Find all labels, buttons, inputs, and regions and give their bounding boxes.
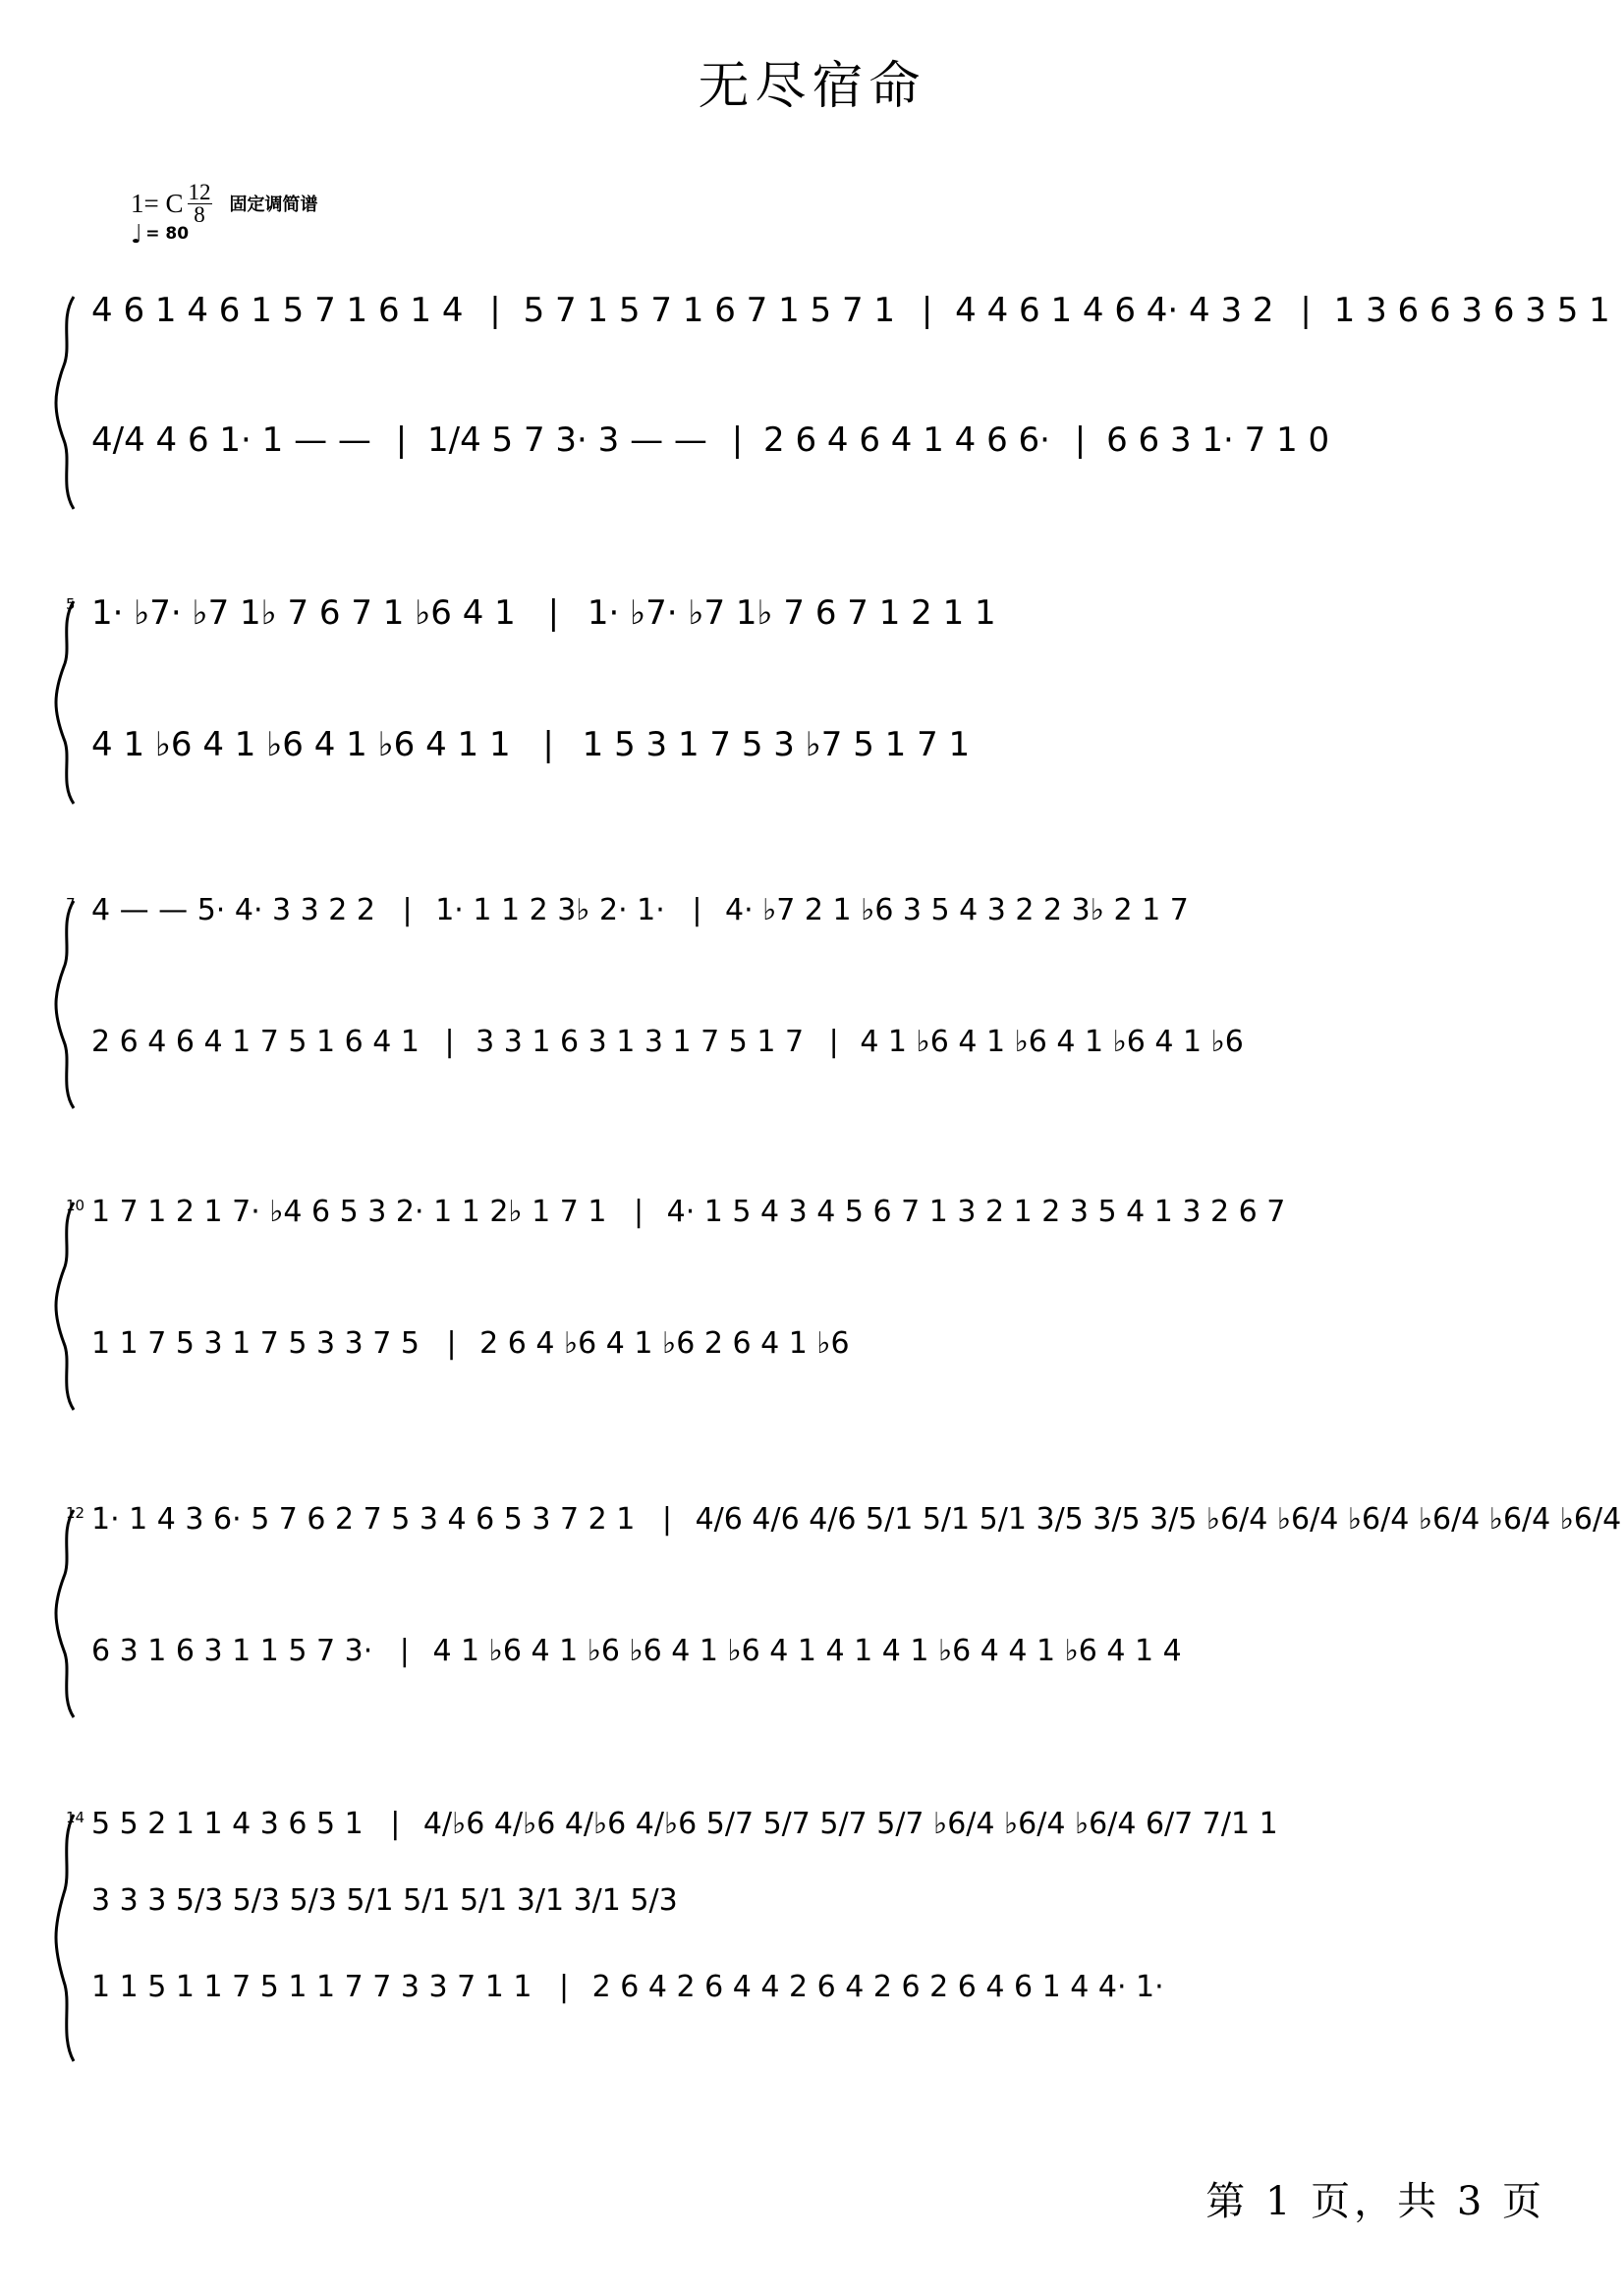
measure: 2 6 4 6 4 1 4 6 6· [763, 420, 1050, 460]
key-signature-text: 1= C [131, 188, 184, 218]
brace-icon [54, 295, 80, 511]
measure: 4 1 ♭6 4 1 ♭6 4 1 ♭6 4 1 ♭6 [860, 1025, 1244, 1059]
measure: 4 1 ♭6 4 1 ♭6 4 1 ♭6 4 1 1 [91, 725, 511, 764]
time-signature-numerator: 12 [188, 180, 211, 204]
brace-icon [54, 1201, 80, 1412]
system-5-left-hand: 6 3 1 6 3 1 1 5 7 3· | 4 1 ♭6 4 1 ♭6 ♭6 4 1 ♭6 4 1 4 1 4 1 ♭6 4 4 1 ♭6 4 1 4 [91, 1634, 1182, 1668]
measure: 3 3 1 6 3 1 3 1 7 5 1 7 [476, 1025, 805, 1059]
system-3-right-hand: 4 — — 5· 4· 3 3 2 2 | 1· 1 1 2 3♭ 2· 1· | 4· ♭7 2 1 ♭6 3 5 4 3 2 2 3♭ 2 1 7 [91, 893, 1189, 927]
measure: 5 5 2 1 1 4 3 6 5 1 [91, 1807, 364, 1841]
measure: 4· ♭7 2 1 ♭6 3 5 4 3 2 2 3♭ 2 1 7 [724, 893, 1189, 927]
system-6-right-hand-upper: 5 5 2 1 1 4 3 6 5 1 | 4/♭6 4/♭6 4/♭6 4/♭6 5/7 5/7 5/7 5/7 ♭6/4 ♭6/4 ♭6/4 6/7 7/1 1 [91, 1807, 1278, 1841]
time-signature-denominator: 8 [194, 201, 205, 227]
system-number: 14 [66, 1809, 85, 1826]
measure: 3 3 3 5/3 5/3 5/3 5/1 5/1 5/1 3/1 3/1 5/3 [91, 1883, 678, 1918]
measure: 4· 1 5 4 3 4 5 6 7 1 3 2 1 2 3 5 4 1 3 2 6 7 [666, 1195, 1286, 1229]
measure: 2 6 4 ♭6 4 1 ♭6 2 6 4 1 ♭6 [479, 1326, 850, 1361]
measure-chords: 4/♭6 4/♭6 4/♭6 4/♭6 5/7 5/7 5/7 5/7 ♭6/4 ♭6/4 ♭6/4 6/7 7/1 1 [422, 1807, 1278, 1841]
time-signature [188, 182, 212, 226]
measure: 2 6 4 2 6 4 4 2 6 4 2 6 2 6 4 6 1 4 4· 1· [591, 1970, 1164, 2004]
system-2-left-hand: 4 1 ♭6 4 1 ♭6 4 1 ♭6 4 1 1 | 1 5 3 1 7 5 3 ♭7 5 1 7 1 [91, 725, 971, 764]
measure: 2 6 4 6 4 1 7 5 1 6 4 1 [91, 1025, 420, 1059]
tempo-marking [131, 219, 190, 250]
measure: 1 1 5 1 1 7 5 1 1 7 7 3 3 7 1 1 [91, 1970, 532, 2004]
key-signature [131, 182, 318, 226]
brace-icon [54, 599, 80, 806]
measure: 1· 1 1 2 3♭ 2· 1· [435, 893, 665, 927]
system-3-left-hand: 2 6 4 6 4 1 7 5 1 6 4 1 | 3 3 1 6 3 1 3 1 7 5 1 7 | 4 1 ♭6 4 1 ♭6 4 1 ♭6 4 1 ♭6 [91, 1025, 1244, 1059]
system-number: 5 [66, 595, 76, 613]
measure: 1· ♭7· ♭7 1♭ 7 6 7 1 ♭6 4 1 [91, 593, 516, 633]
measure: 1· ♭7· ♭7 1♭ 7 6 7 1 2 1 1 [587, 593, 996, 633]
quarter-note-icon: ♩ [131, 219, 143, 250]
notation-label: 固定调简谱 [229, 195, 318, 216]
system-1-left-hand: 4/4 4 6 1· 1 — — | 1/4 5 7 3· 3 — — | 2 6 4 6 4 1 4 6 6· | 6 6 3 1· 7 1 0 [91, 420, 1330, 460]
measure: 4 — — 5· 4· 3 3 2 2 [91, 893, 375, 927]
page-footer: 第 1 页，共 3 页 [1205, 2179, 1545, 2224]
measure: 1 3 6 6 3 6 3 5 1 [1333, 291, 1610, 330]
system-5-right-hand: 1· 1 4 3 6· 5 7 6 2 7 5 3 4 6 5 3 7 2 1 | 4/6 4/6 4/6 5/1 5/1 5/1 3/5 3/5 3/5 ♭6/4 ♭6/4 ♭6/4 ♭6/4 ♭6/4 ♭6/4 [91, 1502, 1622, 1537]
system-4-right-hand: 1 7 1 2 1 7· ♭4 6 5 3 2· 1 1 2♭ 1 7 1 | 4· 1 5 4 3 4 5 6 7 1 3 2 1 2 3 5 4 1 3 2 6 7 [91, 1195, 1286, 1229]
measure: 1 5 3 1 7 5 3 ♭7 5 1 7 1 [582, 725, 971, 764]
system-1-right-hand: 4 6 1 4 6 1 5 7 1 6 1 4 | 5 7 1 5 7 1 6 7 1 5 7 1 | 4 4 6 1 4 6 4· 4 3 2 | 1 3 6 6 3 6 3 5 1 [91, 291, 1610, 330]
measure: 4 1 ♭6 4 1 ♭6 ♭6 4 1 ♭6 4 1 4 1 4 1 ♭6 4 4 1 ♭6 4 1 4 [432, 1634, 1182, 1668]
measure: 1 7 1 2 1 7· ♭4 6 5 3 2· 1 1 2♭ 1 7 1 [91, 1195, 607, 1229]
system-number: 12 [66, 1504, 85, 1522]
system-number: 7 [66, 895, 76, 913]
system-number: 10 [66, 1197, 85, 1214]
system-2-right-hand: 1· ♭7· ♭7 1♭ 7 6 7 1 ♭6 4 1 | 1· ♭7· ♭7 1♭ 7 6 7 1 2 1 1 [91, 593, 996, 633]
page-title: 无尽宿命 [698, 57, 926, 116]
measure: 1 1 7 5 3 1 7 5 3 3 7 5 [91, 1326, 420, 1361]
measure: 6 6 3 1· 7 1 0 [1106, 420, 1330, 460]
measure-chords: 4/6 4/6 4/6 5/1 5/1 5/1 3/5 3/5 3/5 ♭6/4 ♭6/4 ♭6/4 ♭6/4 ♭6/4 ♭6/4 [695, 1502, 1622, 1537]
measure: 5 7 1 5 7 1 6 7 1 5 7 1 [523, 291, 896, 330]
system-6-left-hand: 1 1 5 1 1 7 5 1 1 7 7 3 3 7 1 1 | 2 6 4 2 6 4 4 2 6 4 2 6 2 6 4 6 1 4 4· 1· [91, 1970, 1164, 2004]
system-6-right-hand-lower [91, 1883, 678, 1918]
measure: 1· 1 4 3 6· 5 7 6 2 7 5 3 4 6 5 3 7 2 1 [91, 1502, 636, 1537]
measure: 4/4 4 6 1· 1 — — [91, 420, 371, 460]
measure: 1/4 5 7 3· 3 — — [427, 420, 707, 460]
measure: 6 3 1 6 3 1 1 5 7 3· [91, 1634, 373, 1668]
system-4-left-hand: 1 1 7 5 3 1 7 5 3 3 7 5 | 2 6 4 ♭6 4 1 ♭6 2 6 4 1 ♭6 [91, 1326, 850, 1361]
tempo-value: = 80 [145, 224, 190, 244]
brace-icon [54, 899, 80, 1110]
brace-icon [54, 1508, 80, 1719]
measure: 4 4 6 1 4 6 4· 4 3 2 [955, 291, 1274, 330]
measure: 4 6 1 4 6 1 5 7 1 6 1 4 [91, 291, 464, 330]
brace-icon [54, 1813, 80, 2063]
